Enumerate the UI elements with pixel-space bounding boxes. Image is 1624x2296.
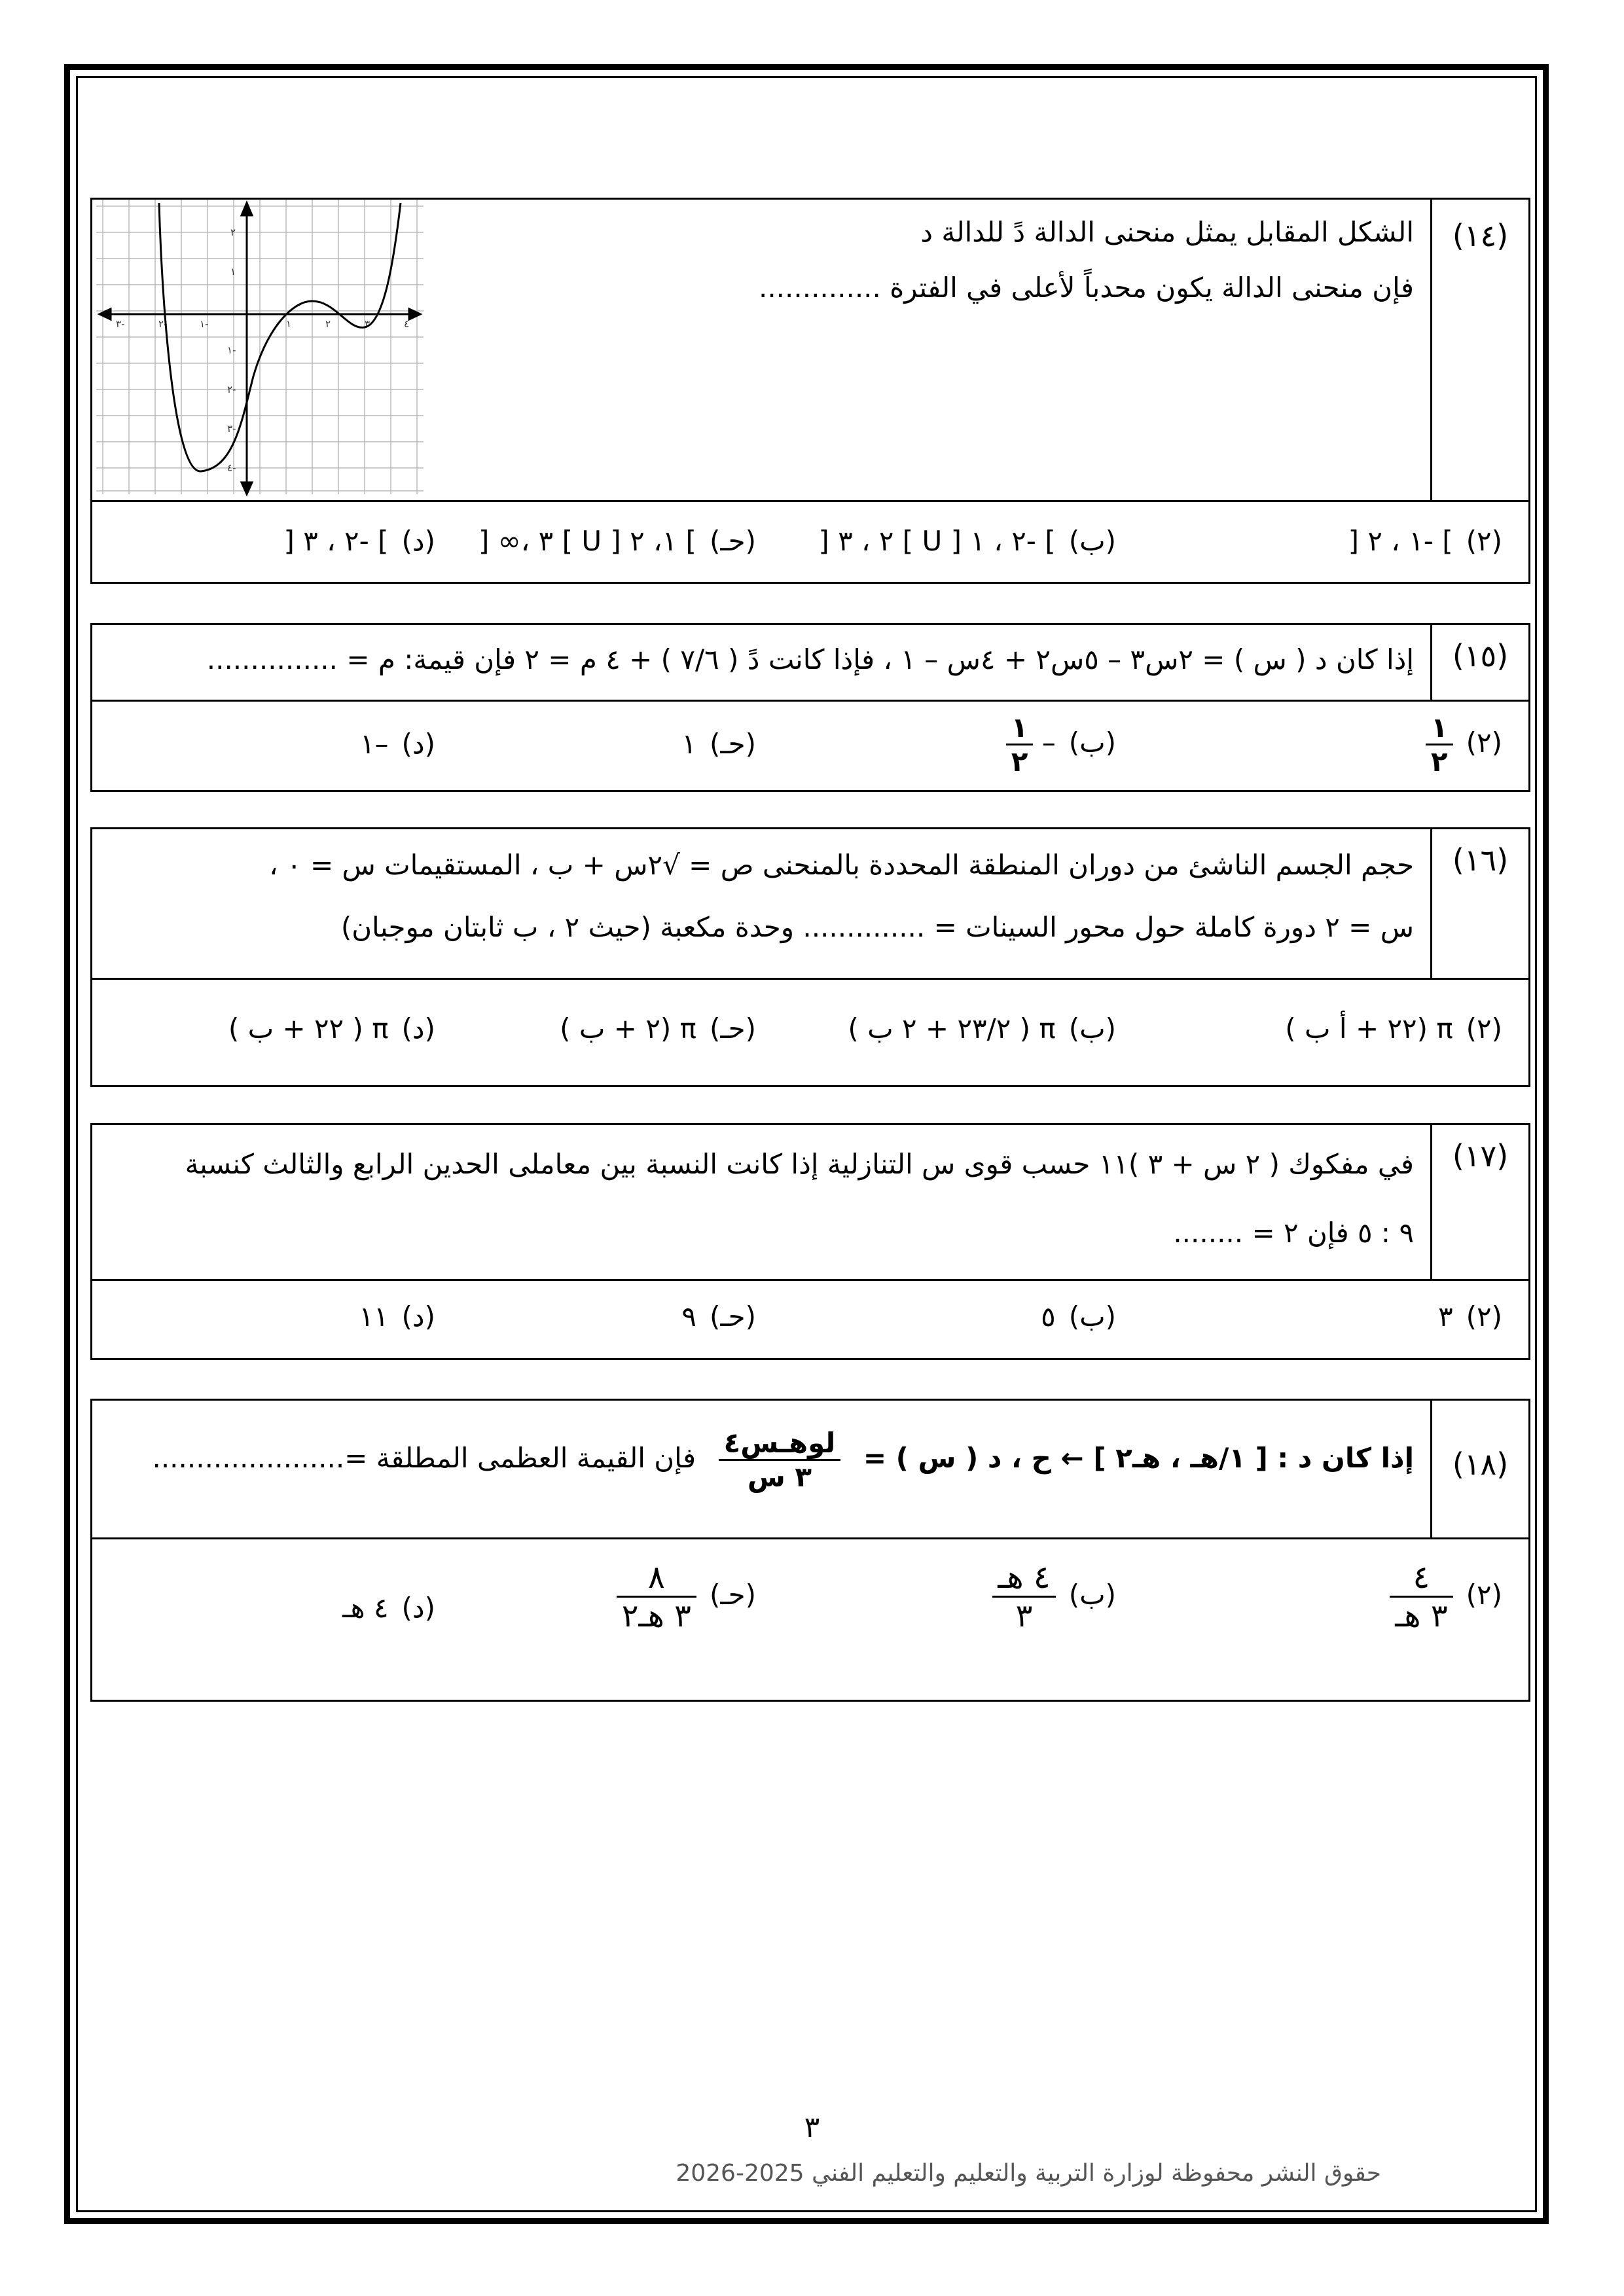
x-tick: ٣ [365, 318, 370, 330]
question-16-stem [92, 829, 1528, 980]
option-b[interactable] [1006, 711, 1116, 778]
question-number: (١٧) [1430, 1125, 1528, 1279]
option-d[interactable] [360, 728, 435, 760]
question-number: (١٨) [1430, 1401, 1528, 1537]
option-text: ١ [681, 728, 696, 760]
option-a[interactable] [1285, 1013, 1502, 1045]
option-a[interactable] [1348, 525, 1502, 557]
option-label: (٢) [1466, 1300, 1502, 1333]
y-tick: ١ [230, 266, 236, 278]
option-label: (٢) [1466, 726, 1502, 759]
option-c[interactable] [560, 1013, 756, 1045]
option-label: (ب) [1068, 1013, 1116, 1045]
y-tick: ٢- [227, 384, 236, 395]
option-c[interactable] [681, 728, 756, 760]
option-text: ] -١ ، ٢ [ [1348, 525, 1453, 557]
copyright-notice: حقوق النشر محفوظة لوزارة التربية والتعليم والتعليم الفني 2025-2026 [676, 2160, 1381, 2187]
question-18-options [92, 1539, 1528, 1700]
question-17-stem [92, 1125, 1528, 1281]
fraction-denominator: ٣ س [719, 1459, 841, 1493]
option-text: ١١ [359, 1300, 389, 1333]
x-tick: ١- [200, 318, 209, 330]
option-d[interactable] [359, 1300, 435, 1333]
question-text: إذا كان د ( س ) = ٢س٣ – ٥س٢ + ٤س – ١ ، فإذا كانت دً ( ٧/٦ ) + ٤ م = ٢ فإن قيمة: م = ............... [206, 643, 1414, 675]
option-label: (د) [401, 728, 435, 760]
option-label: (حـ) [709, 1300, 756, 1333]
question-18 [90, 1399, 1530, 1702]
option-text: ٣ [1438, 1300, 1453, 1333]
x-tick: ٤ [404, 318, 410, 330]
option-label: (حـ) [709, 1013, 756, 1045]
question-text-end: فإن القيمة العظمى المطلقة =...................... [152, 1442, 696, 1474]
option-text: ٥ [1041, 1300, 1056, 1333]
option-a[interactable] [1390, 1559, 1502, 1634]
option-text: ٤ هـ [342, 1592, 389, 1624]
option-sign: – [1041, 726, 1056, 759]
option-label: (٢) [1466, 525, 1502, 557]
question-17-options [92, 1281, 1528, 1358]
option-a[interactable] [1426, 711, 1502, 778]
option-label: (د) [401, 1300, 435, 1333]
question-text-line2: فإن منحنى الدالة يكون محدباً لأعلى في الفترة .............. [758, 272, 1414, 304]
option-text: ٩ [681, 1300, 696, 1333]
x-tick: ٢- [158, 318, 168, 330]
option-label: (ب) [1068, 726, 1116, 759]
option-label: (د) [401, 1592, 435, 1624]
question-number: (١٥) [1430, 625, 1528, 700]
option-text: ] -٢ ، ١ [ U ] ٢ ، ٣ [ [818, 525, 1056, 557]
option-text: π ( ٢٢ + ب ) [228, 1013, 389, 1045]
option-c[interactable] [617, 1559, 756, 1634]
option-label: (ب) [1068, 525, 1116, 557]
x-tick: ١ [286, 318, 292, 330]
fraction-numerator: لوهـس٤ [723, 1427, 836, 1459]
fraction-denominator: ٣ [992, 1596, 1055, 1634]
fraction-numerator: ٨ [647, 1559, 665, 1596]
question-text-line1: حجم الجسم الناشئ من دوران المنطقة المحددة بالمنحنى ص = √٢س + ب ، المستقيمات س = ٠ ، [269, 849, 1414, 881]
derivative-graph [96, 200, 437, 497]
fraction-numerator: ٤ [1413, 1559, 1430, 1596]
x-tick: ٣- [116, 318, 125, 330]
option-a[interactable] [1438, 1300, 1502, 1333]
x-tick: ٢ [325, 318, 331, 330]
option-label: (د) [401, 1013, 435, 1045]
question-15-options [92, 702, 1528, 790]
question-text-line2: س = ٢ دورة كاملة حول محور السينات = .............. وحدة مكعبة (حيث ٢ ، ب ثابتان موجبان) [340, 911, 1414, 943]
option-text: π ( ٢٣/٢ + ٢ ب ) [848, 1013, 1056, 1045]
fraction-denominator: ٣ هـ [1390, 1596, 1453, 1634]
question-number: (١٦) [1430, 829, 1528, 978]
option-text: ] -٢ ، ٣ [ [283, 525, 389, 557]
question-15-stem [92, 625, 1528, 702]
question-16-options [92, 980, 1528, 1085]
graph-grid [96, 200, 424, 494]
fraction-denominator: ٢ [1426, 744, 1453, 778]
fraction-denominator: ٣ هـ٢ [617, 1596, 696, 1634]
question-17 [90, 1123, 1530, 1360]
option-text: ] ١، ٢ [ U ] ٣ ،∞ [ [478, 525, 696, 557]
question-text-start: إذا كان د : [ ١/هـ ، هـ٢ ] ← ح ، د ( س ) = [863, 1442, 1414, 1474]
option-c[interactable] [478, 525, 756, 557]
option-b[interactable] [818, 525, 1116, 557]
option-label: (حـ) [709, 525, 756, 557]
option-d[interactable] [283, 525, 435, 557]
question-number: (١٤) [1430, 200, 1528, 500]
question-text-line1: الشكل المقابل يمثل منحنى الدالة دً للدالة د [920, 216, 1414, 248]
question-15 [90, 623, 1530, 792]
question-text-line2: ٩ : ٥ فإن ٢ = ........ [1173, 1217, 1414, 1249]
fraction-numerator: ١ [1431, 711, 1448, 744]
fraction-denominator: ٢ [1006, 744, 1034, 778]
question-14-options [92, 502, 1528, 582]
option-c[interactable] [681, 1300, 756, 1333]
question-18-stem [92, 1401, 1528, 1539]
fraction-numerator: ١ [1011, 711, 1028, 744]
option-b[interactable] [992, 1559, 1116, 1634]
option-b[interactable] [848, 1013, 1116, 1045]
option-label: (حـ) [709, 1579, 756, 1611]
option-text: π (٢٢ + أ ب ) [1285, 1013, 1453, 1045]
question-14-stem [92, 200, 1528, 502]
option-text: π (٢ + ب ) [560, 1013, 696, 1045]
option-label: (ب) [1068, 1579, 1116, 1611]
option-label: (حـ) [709, 728, 756, 760]
option-label: (ب) [1068, 1300, 1116, 1333]
option-d[interactable] [228, 1013, 435, 1045]
question-16 [90, 827, 1530, 1087]
option-text: –١ [359, 728, 389, 760]
option-b[interactable] [1041, 1300, 1116, 1333]
y-tick: ١- [227, 344, 236, 356]
question-text-line1: في مفكوك ( ٢ س + ٣ )١١ حسب قوى س التنازلية إذا كانت النسبة بين معاملى الحدين الرابع والثالث كنسبة [185, 1148, 1414, 1180]
option-d[interactable] [342, 1592, 435, 1624]
option-label: (د) [401, 525, 435, 557]
y-tick: ٤- [227, 462, 236, 474]
option-label: (٢) [1466, 1579, 1502, 1611]
y-tick: ٢ [230, 226, 236, 238]
question-14 [90, 198, 1530, 584]
y-tick: ٣- [227, 423, 236, 435]
page-number: ٣ [804, 2111, 820, 2144]
question-text [152, 1427, 1414, 1493]
fraction-numerator: ٤ هـ [998, 1559, 1051, 1596]
option-label: (٢) [1466, 1013, 1502, 1045]
